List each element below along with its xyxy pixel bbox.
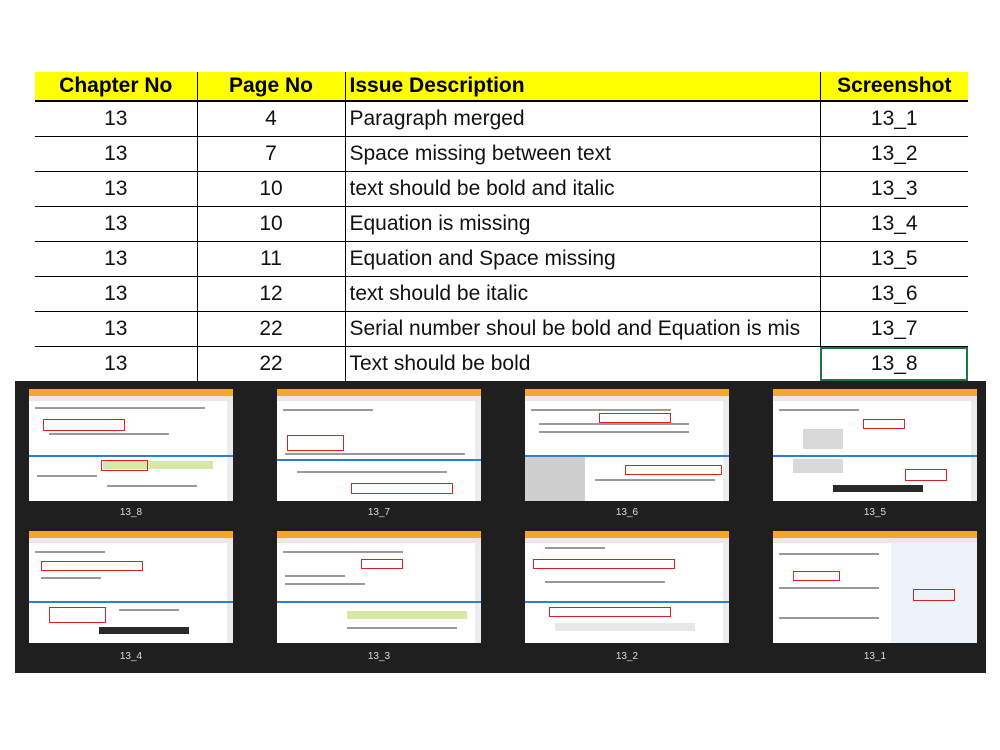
cell-issue[interactable]: text should be italic bbox=[345, 277, 820, 312]
cell-issue[interactable]: Serial number shoul be bold and Equation is mis bbox=[345, 312, 820, 347]
thumbnail-caption: 13_3 bbox=[367, 651, 391, 662]
cell-screenshot[interactable]: 13_5 bbox=[820, 242, 968, 277]
table-header-row bbox=[35, 72, 968, 101]
header-screenshot[interactable]: Screenshot bbox=[820, 72, 968, 101]
table-row bbox=[35, 207, 968, 242]
thumbnail-13-2[interactable] bbox=[525, 531, 729, 643]
cell-chapter[interactable]: 13 bbox=[35, 347, 197, 382]
cell-issue[interactable]: Space missing between text bbox=[345, 137, 820, 172]
cell-chapter[interactable]: 13 bbox=[35, 312, 197, 347]
cell-screenshot[interactable]: 13_4 bbox=[820, 207, 968, 242]
cell-screenshot[interactable]: 13_1 bbox=[820, 101, 968, 137]
thumbnail-caption: 13_1 bbox=[863, 651, 887, 662]
cell-screenshot[interactable]: 13_6 bbox=[820, 277, 968, 312]
thumbnail-caption: 13_4 bbox=[119, 651, 143, 662]
table-row bbox=[35, 277, 968, 312]
cell-page[interactable]: 11 bbox=[197, 242, 345, 277]
table-row bbox=[35, 172, 968, 207]
screenshot-gallery bbox=[15, 381, 986, 673]
table-row bbox=[35, 137, 968, 172]
issue-table bbox=[35, 72, 968, 381]
cell-issue[interactable]: Equation and Space missing bbox=[345, 242, 820, 277]
cell-screenshot[interactable]: 13_7 bbox=[820, 312, 968, 347]
table-row bbox=[35, 347, 968, 382]
thumbnail-caption: 13_7 bbox=[367, 507, 391, 518]
cell-page[interactable]: 22 bbox=[197, 347, 345, 382]
thumbnail-caption: 13_6 bbox=[615, 507, 639, 518]
table-row bbox=[35, 312, 968, 347]
header-issue-description[interactable]: Issue Description bbox=[345, 72, 820, 101]
cell-chapter[interactable]: 13 bbox=[35, 207, 197, 242]
cell-page[interactable]: 10 bbox=[197, 207, 345, 242]
thumbnail-13-8[interactable] bbox=[29, 389, 233, 501]
cell-issue[interactable]: Text should be bold bbox=[345, 347, 820, 382]
cell-screenshot-selected[interactable]: 13_8 bbox=[820, 347, 968, 382]
cell-chapter[interactable]: 13 bbox=[35, 277, 197, 312]
cell-screenshot[interactable]: 13_3 bbox=[820, 172, 968, 207]
cell-page[interactable]: 4 bbox=[197, 101, 345, 137]
cell-page[interactable]: 12 bbox=[197, 277, 345, 312]
cell-page[interactable]: 7 bbox=[197, 137, 345, 172]
cell-chapter[interactable]: 13 bbox=[35, 242, 197, 277]
thumbnail-13-5[interactable] bbox=[773, 389, 977, 501]
cell-chapter[interactable]: 13 bbox=[35, 101, 197, 137]
cell-issue[interactable]: Equation is missing bbox=[345, 207, 820, 242]
table-row bbox=[35, 101, 968, 137]
cell-issue[interactable]: Paragraph merged bbox=[345, 101, 820, 137]
thumbnail-13-7[interactable] bbox=[277, 389, 481, 501]
cell-chapter[interactable]: 13 bbox=[35, 172, 197, 207]
cell-chapter[interactable]: 13 bbox=[35, 137, 197, 172]
thumbnail-13-3[interactable] bbox=[277, 531, 481, 643]
thumbnail-caption: 13_2 bbox=[615, 651, 639, 662]
thumbnail-13-6[interactable] bbox=[525, 389, 729, 501]
thumbnail-13-4[interactable] bbox=[29, 531, 233, 643]
cell-page[interactable]: 10 bbox=[197, 172, 345, 207]
thumbnail-caption: 13_5 bbox=[863, 507, 887, 518]
cell-screenshot[interactable]: 13_2 bbox=[820, 137, 968, 172]
thumbnail-13-1[interactable] bbox=[773, 531, 977, 643]
thumbnail-caption: 13_8 bbox=[119, 507, 143, 518]
header-page-no[interactable]: Page No bbox=[197, 72, 345, 101]
cell-issue[interactable]: text should be bold and italic bbox=[345, 172, 820, 207]
table-row bbox=[35, 242, 968, 277]
cell-page[interactable]: 22 bbox=[197, 312, 345, 347]
header-chapter-no[interactable]: Chapter No bbox=[35, 72, 197, 101]
